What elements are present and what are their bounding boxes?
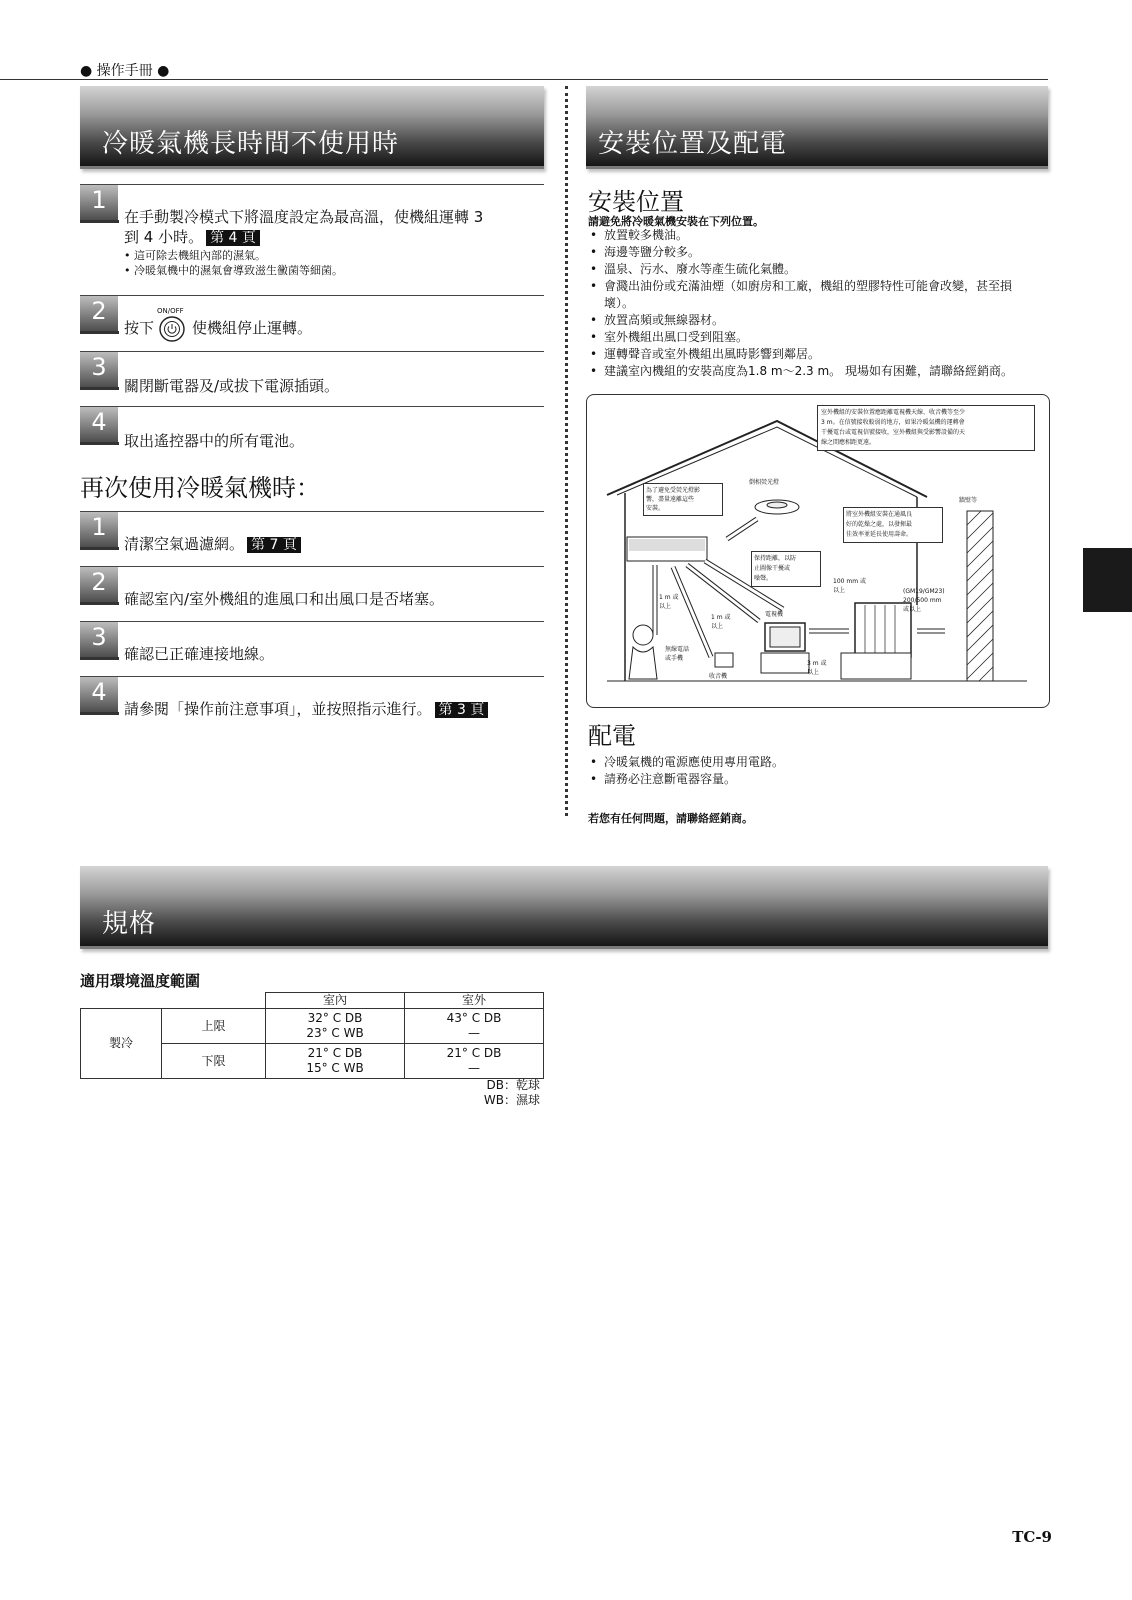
distance-1m-label-b: [711, 613, 730, 631]
reuse-step-3: [80, 621, 544, 666]
cell-line: 21° C DB: [446, 1046, 502, 1060]
step-text-body: 清潔空氣過濾網。: [124, 535, 245, 553]
radio-label: 收音機: [709, 673, 728, 680]
step-line-2: [124, 227, 483, 248]
install-heading: 安裝位置: [588, 188, 684, 216]
list-item: • 請務必注意斷電器容量。: [588, 771, 1050, 788]
interference-note: [751, 551, 821, 587]
label-line: 100 mm 或: [833, 578, 866, 585]
antenna-distance-note: [817, 405, 1035, 451]
step-text: [124, 307, 313, 340]
list-item: • 運轉聲音或室外機組出風時影響到鄰居。: [588, 346, 1050, 363]
power-list: [588, 754, 1050, 788]
note-line: 止圖像干擾或: [754, 565, 791, 572]
step-1: [80, 184, 544, 283]
table-row: [81, 993, 544, 1009]
phone-label: [665, 645, 689, 663]
reuse-heading: 再次使用冷暖氣機時：: [80, 474, 320, 502]
table-cell: [266, 1044, 405, 1079]
step-text: 關閉斷電器及/或拔下電源插頭。: [124, 377, 340, 395]
distance-3m-label: [807, 659, 826, 677]
note-line: 干擾電台或電視信號接收，室外機組與受影響設備的天: [821, 429, 966, 436]
label-line: 以上: [807, 669, 820, 676]
label-line: 以上: [711, 623, 724, 630]
section-banner-spec: [80, 866, 1048, 949]
label-line: 1 m 或: [711, 614, 731, 621]
chapter-tab: [1083, 548, 1132, 612]
step-number: 4: [80, 407, 118, 443]
note-line: 安裝。: [646, 505, 665, 512]
cell-line: 23° C WB: [306, 1026, 364, 1040]
table-cell: [405, 1009, 544, 1044]
note-line: 3 m。在信號接收較弱的地方，如果冷暖氣機的運轉會: [821, 419, 965, 426]
column-divider: [565, 86, 568, 816]
label-line: 或以上: [903, 606, 922, 613]
cell-line: 21° C DB: [307, 1046, 363, 1060]
outdoor-note: [843, 507, 943, 543]
step-number: 4: [80, 677, 118, 713]
label-line: 以上: [833, 587, 846, 594]
install-subtitle: 請避免將冷暖氣機安裝在下列位置。: [588, 215, 764, 228]
row-header: 下限: [162, 1044, 266, 1079]
list-item: • 海邊等鹽分較多。: [588, 244, 1050, 261]
legend-db: DB：乾球: [486, 1078, 540, 1092]
step-number: 2: [80, 296, 118, 332]
step-text: [124, 207, 483, 278]
section-title: 安裝位置及配電: [598, 129, 788, 159]
page-ref: 第 3 頁: [435, 702, 489, 718]
note-line: 佳效率並延長使用壽命。: [846, 531, 913, 538]
list-item-text: 會濺出油份或充滿油煙（如廚房和工廠，機組的塑膠特性可能會改變，甚至損: [604, 279, 1013, 293]
step-text-before: 按下: [124, 319, 155, 337]
reuse-step-4: [80, 676, 544, 721]
section-title: 冷暖氣機長時間不使用時: [102, 129, 400, 159]
label-line: 1 m 或: [659, 594, 679, 601]
list-item: • 冷暖氣機的電源應使用專用電路。: [588, 754, 1050, 771]
row-header: 上限: [162, 1009, 266, 1044]
step-3: [80, 351, 544, 396]
table-cell: [266, 1009, 405, 1044]
install-list: [588, 227, 1050, 380]
step-text: 確認室內/室外機組的進風口和出風口是否堵塞。: [124, 590, 445, 608]
temperature-range-table: [80, 992, 544, 1079]
list-item: • 室外機組出風口受到阻塞。: [588, 329, 1050, 346]
document-label: ● 操作手冊 ●: [80, 63, 170, 79]
header-rule: [0, 79, 1048, 80]
step-4: [80, 406, 544, 451]
distance-1m-label-a: [659, 593, 678, 611]
spec-table-title: 適用環境溫度範圍: [80, 972, 201, 990]
list-item: • 放置高頻或無線器材。: [588, 312, 1050, 329]
tv-label: 電視機: [765, 611, 784, 618]
note-line: 好的乾燥之處，以發揮最: [846, 521, 913, 528]
table-cell: [405, 1044, 544, 1079]
cell-line: 43° C DB: [446, 1011, 502, 1025]
section-banner-long-unused: [80, 86, 544, 169]
cell-line: 32° C DB: [307, 1011, 363, 1025]
note-1: • 這可除去機組內部的濕氣。: [124, 249, 266, 262]
cell-line: 15° C WB: [306, 1061, 364, 1075]
reuse-step-1: [80, 511, 544, 556]
note-line: 響，盡量遠離這些: [646, 496, 695, 503]
table-row: [81, 1009, 544, 1044]
note-line: 室外機組的安裝位置應距離電視機天線、收音機等至少: [821, 409, 966, 416]
label-line: 以上: [659, 603, 672, 610]
column-header: 室外: [405, 993, 544, 1009]
step-text: 取出遙控器中的所有電池。: [124, 432, 305, 450]
distance-100-label: [833, 577, 866, 595]
page-ref: 第 4 頁: [206, 230, 260, 246]
step-number: 1: [80, 185, 118, 221]
list-item: • 溫泉、污水、廢水等產生硫化氣體。: [588, 261, 1050, 278]
list-item: • 放置較多機油。: [588, 227, 1050, 244]
step-text-body: 請參閱「操作前注意事項」，並按照指示進行。: [124, 700, 432, 718]
step-number: 3: [80, 622, 118, 658]
step-text: [124, 534, 301, 555]
model-distance-label: [903, 587, 945, 614]
step-line-2-text: 到 4 小時。: [124, 228, 204, 246]
list-item-text-cont: 壞）。: [604, 296, 635, 310]
note-line: 噪聲。: [754, 575, 773, 582]
table-legend: [420, 1078, 540, 1108]
label-line: 200/500 mm: [903, 597, 942, 604]
step-2: [80, 295, 544, 340]
mode-cell: 製冷: [81, 1009, 162, 1079]
step-text-after: 使機組停止運轉。: [192, 319, 313, 337]
section-banner-install: [586, 86, 1048, 169]
note-line: 線之間應相距更遠。: [821, 439, 876, 446]
note-2: • 冷暖氣機中的濕氣會導致滋生黴菌等細菌。: [124, 264, 343, 277]
reuse-step-2: [80, 566, 544, 611]
power-heading: 配電: [588, 722, 636, 750]
page-ref: 第 7 頁: [247, 537, 301, 553]
page-number: TC-9: [1012, 1528, 1052, 1546]
table-corner: [81, 993, 266, 1009]
cell-line: —: [468, 1026, 480, 1040]
onoff-label: ON/OFF: [157, 307, 184, 315]
step-text: 確認已正確連接地線。: [124, 645, 275, 663]
note-line: 為了避免受熒光燈影: [646, 487, 701, 494]
list-item: • 建議室內機組的安裝高度為1.8 m～2.3 m。 現場如有困難，請聯絡經銷商。: [588, 363, 1050, 380]
wall-label: 牆壁等: [959, 497, 978, 504]
dealer-note: 若您有任何問題，請聯絡經銷商。: [588, 812, 753, 825]
note-line: 將室外機組安裝在通風良: [846, 511, 913, 518]
note-line: 保持距離，以防: [754, 555, 797, 562]
installation-diagram: [586, 394, 1050, 708]
fluorescent-note: [643, 483, 723, 516]
cell-line: —: [468, 1061, 480, 1075]
label-line: 無線電話: [665, 646, 690, 653]
step-number: 1: [80, 512, 118, 548]
legend-wb: WB：濕球: [483, 1093, 540, 1107]
section-title: 規格: [102, 909, 157, 939]
step-line-1: 在手動製冷模式下將溫度設定為最高溫，使機組運轉 3: [124, 208, 484, 226]
onoff-button-icon: [157, 307, 188, 340]
label-line: 3 m 或: [807, 660, 827, 667]
list-item: [588, 278, 1050, 312]
step-number: 3: [80, 352, 118, 388]
label-line: (GM19/GM23): [903, 588, 945, 595]
column-header: 室內: [266, 993, 405, 1009]
step-number: 2: [80, 567, 118, 603]
step-text: [124, 699, 488, 720]
label-line: 或手機: [665, 655, 684, 662]
inverter-lamp-label: 倒相熒光燈: [749, 479, 780, 486]
